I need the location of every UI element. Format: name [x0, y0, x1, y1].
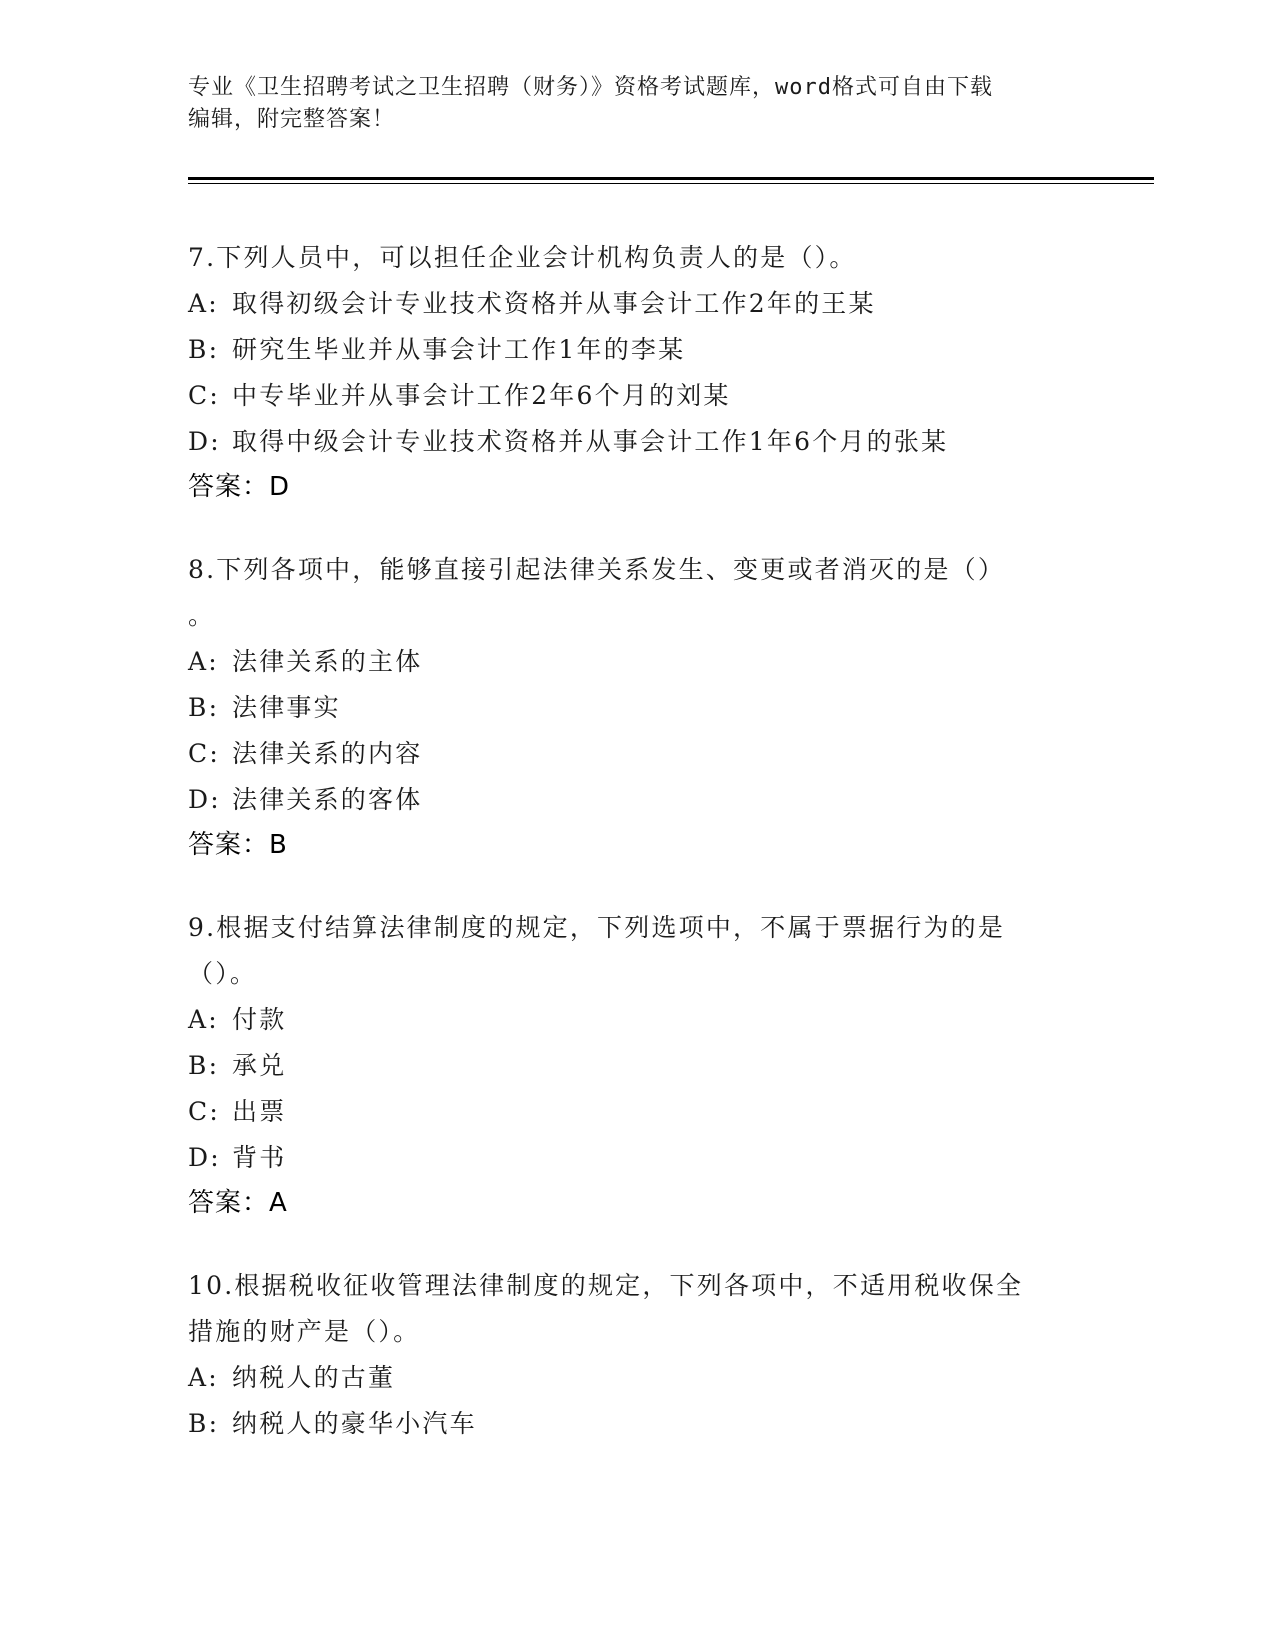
question-stem-line: （）。: [188, 959, 258, 988]
option-letter: D:: [188, 427, 221, 456]
option-text: 出票: [232, 1097, 287, 1126]
answer-option: [188, 731, 1088, 777]
option-letter: A:: [188, 647, 219, 676]
document-header: [188, 72, 1088, 136]
answer-option: [188, 327, 1088, 373]
answer-option: [188, 1043, 1088, 1089]
question-list: [188, 235, 1088, 1485]
option-letter: D:: [188, 785, 221, 814]
question-block: [188, 905, 1088, 1225]
answer-option: [188, 1089, 1088, 1135]
option-text: 纳税人的豪华小汽车: [232, 1409, 477, 1438]
question-stem-line: 措施的财产是（）。: [188, 1317, 421, 1346]
answer-option: [188, 1355, 1088, 1401]
question-stem-line: 8.下列各项中，能够直接引起法律关系发生、变更或者消灭的是（）: [188, 555, 1006, 584]
question-stem-line: 10.根据税收征收管理法律制度的规定，下列各项中，不适用税收保全: [188, 1271, 1024, 1300]
answer-line: 答案：A: [188, 1188, 288, 1218]
header-divider-thin: [188, 183, 1154, 184]
question-stem-line: 。: [188, 601, 216, 630]
option-text: 法律关系的内容: [232, 739, 423, 768]
option-text: 取得中级会计专业技术资格并从事会计工作1年6个月的张某: [232, 427, 949, 456]
answer-option: [188, 777, 1088, 823]
answer-line: 答案：D: [188, 472, 291, 502]
question-block: [188, 547, 1088, 867]
answer-option: [188, 997, 1088, 1043]
header-divider-thick: [188, 177, 1154, 180]
question-block: [188, 235, 1088, 509]
option-text: 法律事实: [232, 693, 341, 722]
answer-option: [188, 419, 1088, 465]
option-letter: B:: [188, 1409, 220, 1438]
answer-option: [188, 373, 1088, 419]
option-text: 研究生毕业并从事会计工作1年的李某: [232, 335, 686, 364]
header-line-2: 编辑，附完整答案！: [188, 107, 396, 132]
answer-option: [188, 639, 1088, 685]
option-text: 中专毕业并从事会计工作2年6个月的刘某: [232, 381, 731, 410]
option-text: 取得初级会计专业技术资格并从事会计工作2年的王某: [232, 289, 876, 318]
question-stem-line: 9.根据支付结算法律制度的规定，下列选项中，不属于票据行为的是: [188, 913, 1006, 942]
option-letter: A:: [188, 289, 219, 318]
option-letter: B:: [188, 693, 220, 722]
option-letter: A:: [188, 1363, 219, 1392]
option-letter: B:: [188, 335, 220, 364]
option-text: 纳税人的古董: [232, 1363, 396, 1392]
option-text: 付款: [232, 1005, 287, 1034]
option-text: 承兑: [232, 1051, 287, 1080]
answer-option: [188, 685, 1088, 731]
question-stem-line: 7.下列人员中，可以担任企业会计机构负责人的是（）。: [188, 243, 857, 272]
option-text: 法律关系的客体: [232, 785, 423, 814]
answer-line: 答案：B: [188, 830, 288, 860]
option-text: 法律关系的主体: [232, 647, 423, 676]
option-letter: C:: [188, 1097, 220, 1126]
option-letter: C:: [188, 739, 220, 768]
option-letter: D:: [188, 1143, 221, 1172]
option-text: 背书: [232, 1143, 287, 1172]
answer-option: [188, 1135, 1088, 1181]
question-block: [188, 1263, 1088, 1447]
answer-option: [188, 1401, 1088, 1447]
header-line-1: 专业《卫生招聘考试之卫生招聘（财务）》资格考试题库，word格式可自由下载: [188, 75, 993, 100]
option-letter: B:: [188, 1051, 220, 1080]
answer-option: [188, 281, 1088, 327]
option-letter: C:: [188, 381, 220, 410]
option-letter: A:: [188, 1005, 219, 1034]
